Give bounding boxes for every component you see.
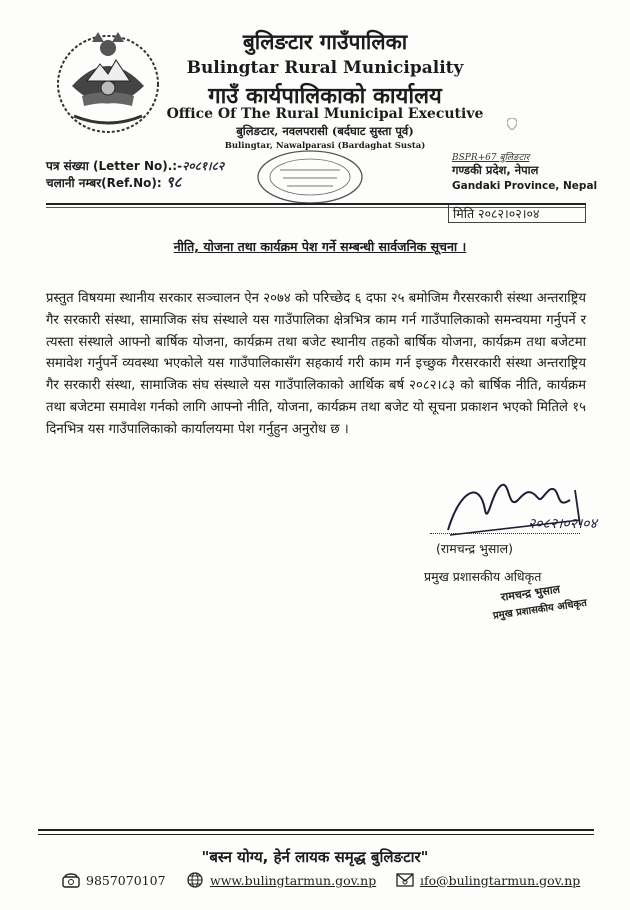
province-code: BSPR+67 बुलिङटार bbox=[452, 153, 530, 163]
email-icon bbox=[396, 872, 414, 888]
province-np: गण्डकी प्रदेश, नेपाल bbox=[452, 163, 539, 177]
signature-line bbox=[430, 533, 580, 534]
office-title-en: Office Of The Rural Municipal Executive bbox=[166, 106, 484, 122]
province-en: Gandaki Province, Nepal bbox=[452, 180, 598, 192]
municipality-title-np: बुलिङटार गाउँपालिका bbox=[242, 29, 408, 54]
globe-icon bbox=[186, 872, 204, 888]
signatory-name: (रामचन्द्र भुसाल) bbox=[436, 541, 513, 556]
footer-divider bbox=[38, 829, 594, 831]
dispatch-number: चलानी नम्बर(Ref.No): ९८ bbox=[46, 173, 182, 191]
phone-number: 9857070107 bbox=[86, 872, 166, 888]
footer-phone bbox=[62, 872, 166, 888]
seal-title: प्रमुख प्रशासकीय अधिकृत bbox=[492, 597, 588, 622]
municipality-title-en: Bulingtar Rural Municipality bbox=[186, 58, 464, 78]
footer-website[interactable] bbox=[186, 872, 376, 888]
signature-date: २०८२।०२।०४ bbox=[528, 516, 597, 532]
website-link[interactable]: www.bulingtarmun.gov.np bbox=[210, 872, 377, 888]
footer-divider-thin bbox=[38, 834, 594, 835]
footer-slogan: "बस्न योग्य, हेर्न लायक समृद्ध बुलिङटार" bbox=[201, 848, 429, 866]
seal-name: रामचन्द्र भुसाल bbox=[500, 582, 561, 604]
footer-email[interactable] bbox=[396, 872, 580, 888]
handwritten-signature bbox=[430, 470, 610, 550]
date-box: मिति २०८२।०२।०४ bbox=[448, 205, 586, 223]
notice-body: प्रस्तुत विषयमा स्थानीय सरकार सञ्चालन ऐन २०७४ को परिच्छेद ६ दफा २५ बमोजिम गैरसरकारी संस्था अन्तराष्ट्रिय गैर सरकारी संस्था, सामाजिक संघ संस्थाले यस गाउँपालिका क्षेत्रभित्र काम गर्न गाउँपालिकाको समन्वयमा गर्नुपर्ने र त्यस्ता संस्थाले आफ्नो बार्षिक योजना, कार्यक्रम तथा बजेट स्थानीय तहको बार्षिक योजना, कार्यक्रम तथा बजेटमा समावेश गर्नुपर्ने व्यवस्था भएकोले यस गाउँपालिकासँग सहकार्य गरी काम गर्न इच्छुक गैरसरकारी संस्था अन्तराष्ट्रिय गैर सरकारी संस्था, सामाजिक संघ संस्थाले यस गाउँपालिकाको आर्थिक बर्ष २०८२।८३ को बार्षिक नीति, कार्यक्रम तथा बजेटमा समावेश गर्नको लागि आफ्नो नीति, योजना, कार्यक्रम तथा बजेट यो सूचना प्रकाशन भएको मितिले १५ दिनभित्र यस गाउँपालिकाको कार्यालयमा पेश गर्नुहुन अनुरोध छ । bbox=[46, 291, 586, 437]
nepal-emblem-logo bbox=[52, 26, 164, 136]
phone-icon bbox=[62, 872, 80, 888]
email-link[interactable]: ıfo@bulingtarmun.gov.np bbox=[420, 872, 581, 888]
office-stamp bbox=[255, 148, 365, 206]
letter-number: पत्र संख्या (Letter No).:-२०८१।८२ bbox=[46, 159, 225, 173]
office-title-np: गाउँ कार्यपालिकाको कार्यालय bbox=[208, 83, 442, 109]
signatory-title: प्रमुख प्रशासकीय अधिकृत bbox=[424, 569, 542, 584]
notice-subject: नीति, योजना तथा कार्यक्रम पेश गर्ने सम्बन्धी सार्वजनिक सूचना । bbox=[173, 239, 467, 254]
address-np: बुलिङटार, नवलपरासी (बर्दघाट सुस्ता पूर्व) bbox=[236, 124, 414, 138]
location-pin-icon bbox=[507, 118, 517, 130]
address-en: Bulingtar, Nawalparasi (Bardaghat Susta) bbox=[224, 141, 426, 151]
